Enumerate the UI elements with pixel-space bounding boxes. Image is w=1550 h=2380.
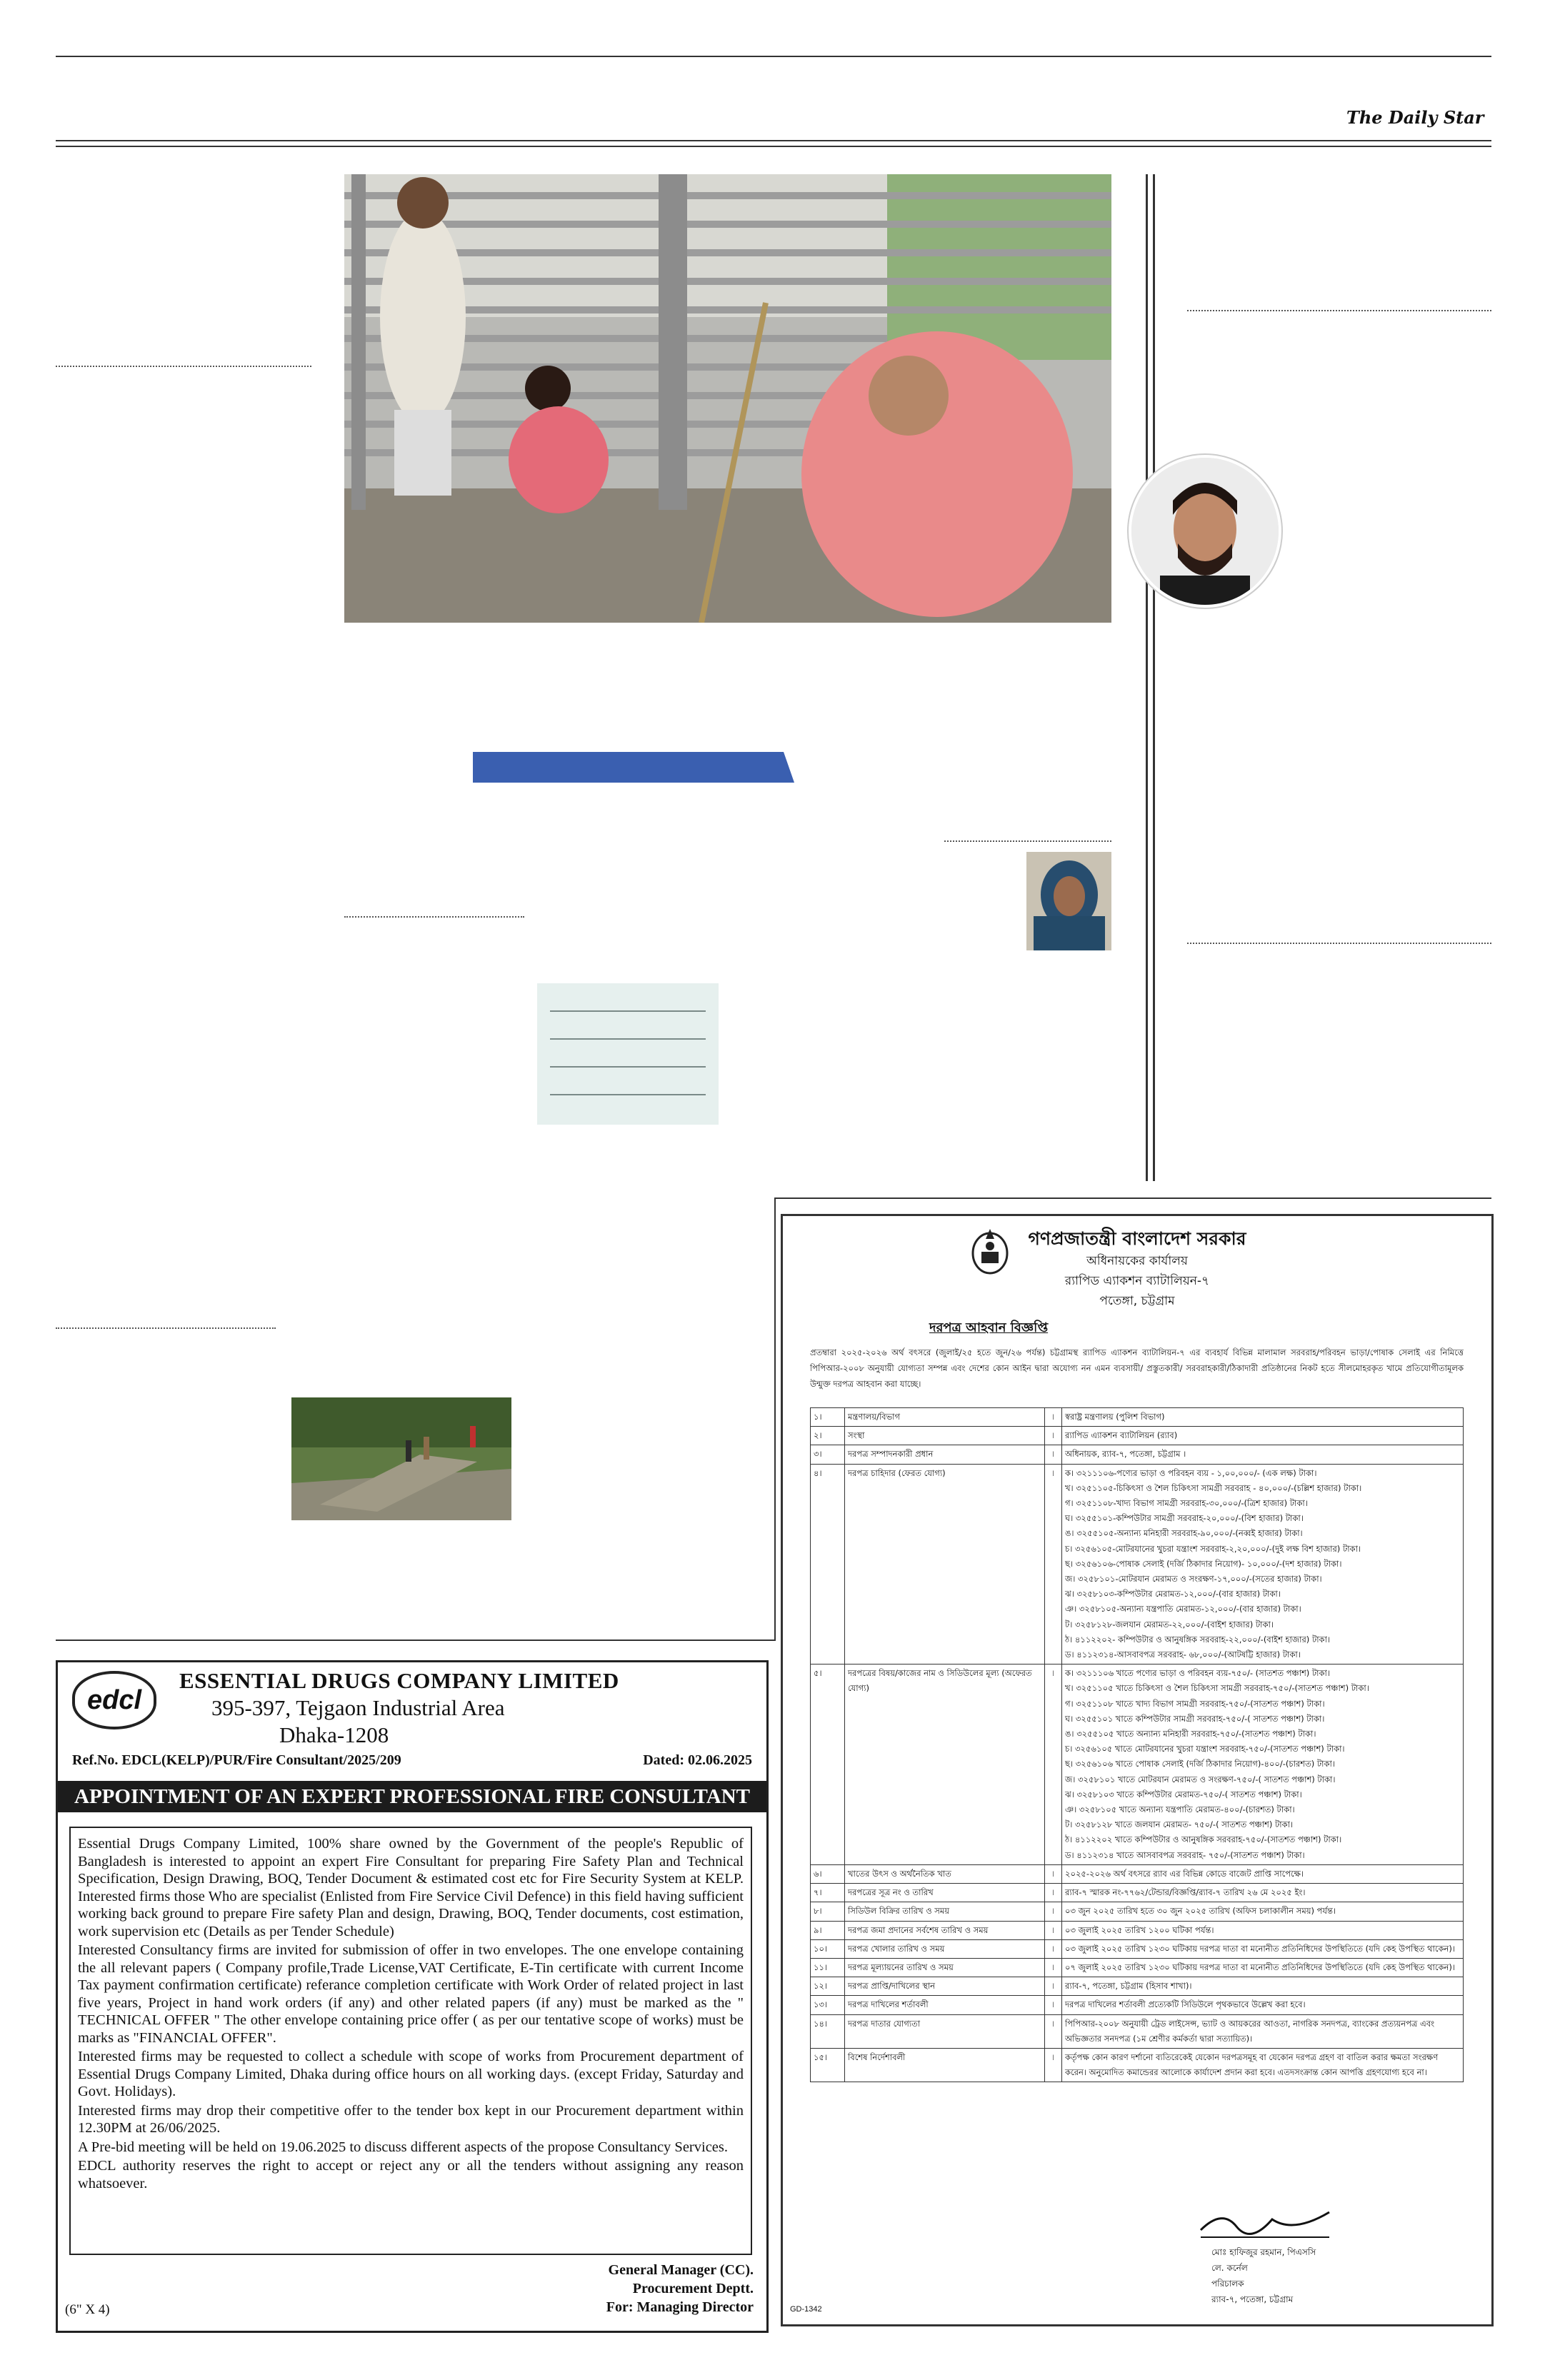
gov-row-label: মন্ত্রণালয়/বিভাগ xyxy=(845,1408,1045,1427)
gov-row-value: ০৩ জুন ২০২৫ তারিখ হতে ৩০ জুন ২০২৫ তারিখ (অফিস চলাকালীন সময়) পর্যন্ত। xyxy=(1062,1902,1464,1921)
gov-row-colon: ৷ xyxy=(1045,1665,1062,1865)
info-box-line xyxy=(550,1066,706,1068)
edcl-paragraph: Interested Consultancy firms are invited for submission of offer in two envelopes. The one envelope containing the all relevant papers ( Company profile,Trade License,VAT Certificate, E-Tin certificate with current Income Tax payment confirmation certificate) referance completion certificate with Work Order of related project in last five years, Project in hand work orders (if any) and other related papers (if any) must be marked as the " TECHNICAL OFFER " The other envelope containing price offer ( as per our tentative scope of works) must be marks as "FINANCIAL OFFER". xyxy=(78,1942,744,2046)
gov-row-number: ৫। xyxy=(811,1665,845,1865)
gov-row-colon: ৷ xyxy=(1045,1921,1062,1939)
edcl-company-name: ESSENTIAL DRUGS COMPANY LIMITED xyxy=(179,1668,619,1693)
edcl-headline: APPOINTMENT OF AN EXPERT PROFESSIONAL FIRE CONSULTANT xyxy=(58,1781,766,1812)
gov-row-colon: ৷ xyxy=(1045,1977,1062,1996)
gov-row-value: কর্তৃপক্ষ কোন কারণ দর্শানো ব্যতিরেকেই যেকোন দরপত্রসমূহ বা যেকোন দরপত্র গ্রহণ বা বাতিল করার ক্ষমতা সংরক্ষণ করেন। অনুমোদিত কমান্ডেরর আলোকে কার্যাদেশ প্রদান করা হবে। এতদসংক্রান্ত কোন আপত্তি গ্রহণযোগ্য হবে না। xyxy=(1062,2048,1464,2082)
gov-table-row xyxy=(811,1408,1464,1427)
gov-row-value: ২০২৫-২০২৬ অর্থ বৎসরে র‍্যাব এর বিভিন্ন কোডে বাজেট প্রাপ্তি সাপেক্ষে। xyxy=(1062,1864,1464,1883)
column-rule xyxy=(1146,174,1148,1181)
ad-frame-rule xyxy=(774,1197,1491,1199)
gov-row-value: স্বরাষ্ট্র মন্ত্রণালয় (পুলিশ বিভাগ) xyxy=(1062,1408,1464,1427)
gov-row-value: পিপিআর-২০০৮ অনুযায়ী ট্রেড লাইসেন্স, ভ্যাট ও আয়করের আওতা, নাগরিক সনদপত্র, ব্যাংকের প্রত্যয়নপত্র এবং অভিজ্ঞতার সনদপত্র (১ম শ্রেণীর কর্মকর্তা দ্বারা সত্যায়িত)। xyxy=(1062,2014,1464,2048)
gov-row-number: ১৪। xyxy=(811,2014,845,2048)
gov-signature-name: মোঃ হাফিজুর রহমান, পিএসসি xyxy=(1211,2247,1316,2257)
edcl-tender-ad xyxy=(56,1660,769,2333)
gov-table-row xyxy=(811,1445,1464,1464)
gov-table-row xyxy=(811,1665,1464,1865)
gov-row-number: ১২। xyxy=(811,1977,845,1996)
gov-row-value: র‍্যাব-৭ স্মারক নং-৭৭৬২/টেন্ডার/বিজ্ঞপ্তি/র‍্যাব-৭ তারিখ ২৬ মে ২০২৫ ইং। xyxy=(1062,1884,1464,1902)
gov-row-colon: ৷ xyxy=(1045,2014,1062,2048)
gov-tender-table xyxy=(810,1407,1464,2082)
edcl-paragraph: Interested firms may be requested to collect a schedule with scope of works from Procurement department of Essential Drugs Company Limited, Dhaka during office hours on all working days. (except Friday, Saturday and Govt. Holidays). xyxy=(78,2049,744,2099)
masthead-rule-2 xyxy=(56,146,1491,147)
gov-row-colon: ৷ xyxy=(1045,1464,1062,1665)
gov-row-label: দরপত্রের সূত্র নং ও তারিখ xyxy=(845,1884,1045,1902)
gov-row-value: র‍্যাপিড এ্যাকশন ব্যাটালিয়ন (র‍্যাব) xyxy=(1062,1427,1464,1445)
gov-row-label: খাতের উৎস ও অর্থনৈতিক খাত xyxy=(845,1864,1045,1883)
edcl-body xyxy=(69,1827,752,2255)
columnist-portrait xyxy=(1129,455,1281,608)
gov-row-number: ১৩। xyxy=(811,1996,845,2014)
gov-row-value: র‍্যাব-৭, পতেঙ্গা, চট্টগ্রাম (হিসাব শাখা)। xyxy=(1062,1977,1464,1996)
center-divider xyxy=(944,840,1111,842)
gov-table-row xyxy=(811,1977,1464,1996)
gov-row-label: দরপত্র জমা প্রদানের সর্বশেষ তারিখ ও সময় xyxy=(845,1921,1045,1939)
edcl-signature-line3: For: Managing Director xyxy=(606,2299,754,2315)
gov-row-label: দরপত্র দাখিলের শর্তাবলী xyxy=(845,1996,1045,2014)
gov-row-value: ক। ৩২১১১০৬-পণ্যের ভাড়া ও পরিবহন ব্যয় - ১,০০,০০০/- (এক লক্ষ) টাকা। খ। ৩২৫১১০৫-চিকিৎসা ও শৈল চিকিৎসা সামগ্রী সরবরাহ - ৪০,০০০/-(চল্লিশ হাজার) টাকা। গ। ৩২৫১১০৮-খাদ্য বিভাগ সামগ্রী সরবরাহ-৩০,০০০/-(ত্রিশ হাজার) টাকা। ঘ। ৩২৫৫১০১-কম্পিউটার সামগ্রী সরবরাহ-২০,০০০/-(বিশ হাজার) টাকা। ঙ। ৩২৫৫১০৫-অন্যান্য মনিহারী সরবরাহ-৯০,০০০/-(নব্বই হাজার) টাকা। চ। ৩২৫৬১০৫-মোটরযানের খুচরা যন্ত্রাংশ সরবরাহ-২,২০,০০০/-(দুই লক্ষ বিশ হাজার) টাকা। ছ। ৩২৫৬১০৬-পোষাক সেলাই (দর্জি ঠিকাদার নিয়োগ)- ১০,০০০/-(দশ হাজার) টাকা। জ। ৩২৫৮১০১-মোটরযান মেরামত ও সংরক্ষণ-১৭,০০০/-(সতের হাজার) টাকা। ঝ। ৩২৫৮১০৩-কম্পিউটার মেরামত-১২,০০০/-(বার হাজার) টাকা। ঞ। ৩২৫৮১০৫-অন্যান্য যন্ত্রপাতি মেরামত-১২,০০০/-(বার হাজার) টাকা। ট। ৩২৫৮১২৮-জলযান মেরামত-২২,০০০/-(বাইশ হাজার) টাকা। ঠ। ৪১১২২০২- কম্পিউটার ও আনুষঙ্গিক সরবরাহ-২২,০০০/-(বাইশ হাজার) টাকা। ড। ৪১১২৩১৪-আসবাবপত্র সরবরাহ- ৬৮,০০০/-(আটষট্টি হাজার) টাকা। xyxy=(1062,1464,1464,1665)
gov-table-row xyxy=(811,1958,1464,1977)
gov-row-colon: ৷ xyxy=(1045,1902,1062,1921)
gov-table-row xyxy=(811,1884,1464,1902)
left-column-divider xyxy=(56,1327,276,1329)
gov-row-number: ৪। xyxy=(811,1464,845,1665)
gov-table-row xyxy=(811,1996,1464,2014)
center-divider xyxy=(344,916,524,918)
gov-row-label: বিশেষ নির্দেশাবলী xyxy=(845,2048,1045,2082)
edcl-address-line1: 395-397, Tejgaon Industrial Area xyxy=(211,1695,505,1720)
gov-row-number: ৩। xyxy=(811,1445,845,1464)
gov-row-colon: ৷ xyxy=(1045,1445,1062,1464)
gov-row-colon: ৷ xyxy=(1045,1996,1062,2014)
gov-row-value: ০৩ জুলাই ২০২৫ তারিখ ১২৩০ ঘটিকায় দরপত্র দাতা বা মনোনীত প্রতিনিধিদের উপস্থিতিতে (যদি কেহ উপস্থিত থাকেন)। xyxy=(1062,1939,1464,1958)
ad-frame-rule xyxy=(56,1640,776,1641)
gov-table-row xyxy=(811,1464,1464,1665)
gov-row-value: ০৭ জুলাই ২০২৫ তারিখ ১২৩০ ঘটিকায় দরপত্র দাতা বা মনোনীত প্রতিনিধিদের উপস্থিতিতে (যদি কেহ উপস্থিত থাকেন)। xyxy=(1062,1958,1464,1977)
gov-table-row xyxy=(811,1902,1464,1921)
gov-row-value: দরপত্র দাখিলের শর্তাবলী প্রত্যেকটি সিডিউলে পৃথকভাবে উল্লেখ করা হবে। xyxy=(1062,1996,1464,2014)
gov-row-value: অধিনায়ক, র‍্যাব-৭, পতেঙ্গা, চট্টগ্রাম । xyxy=(1062,1445,1464,1464)
masthead-rule-1 xyxy=(56,140,1491,141)
gov-row-colon: ৷ xyxy=(1045,2048,1062,2082)
right-column-divider xyxy=(1187,943,1491,944)
gov-row-colon: ৷ xyxy=(1045,1958,1062,1977)
gov-table-row xyxy=(811,2048,1464,2082)
ad-frame-rule xyxy=(774,1197,776,1640)
gov-row-number: ৭। xyxy=(811,1884,845,1902)
gov-signature-title: পরিচালক xyxy=(1211,2279,1244,2289)
gov-notice-title: দরপত্র আহবান বিজ্ঞপ্তি xyxy=(929,1320,1049,1335)
rab-tender-notice xyxy=(781,1214,1494,2326)
gov-office: অধিনায়কের কার্যালয় xyxy=(1086,1254,1188,1268)
gov-signature-unit: র‍্যাব-৭, পতেঙ্গা, চট্টগ্রাম xyxy=(1211,2294,1294,2304)
gov-intro: প্রতম্বারা ২০২৫-২০২৬ অর্থ বৎসরে (জুলাই/২৫ হতে জুন/২৬ পর্যন্ত) চট্টগ্রামস্থ র‍্যাপিড এ্যাকশন ব্যাটালিয়ন-৭ এর ব্যবহার্য বিভিন্ন মালামাল সরবরাহ/পরিবহন ভাড়া/পোষাক সেলাই এর নিমিত্তে পিপিআর-২০০৮ অনুযায়ী যোগ্যতা সম্পন্ন এবং দেশের কোন আইন দ্বারা অযোগ্য নন এমন ব্যবসায়ী/ প্রস্তুতকারী/ সরবরাহকারী/ঠিকাদারী প্রতিষ্ঠানের নিকট হতে সীলমোহরকৃত খামে প্রতিযোগীতামূলক উন্মুক্ত দরপত্র আহবান করা যাচ্ছে। xyxy=(810,1347,1464,1389)
right-column-divider xyxy=(1187,310,1491,311)
gov-row-colon: ৷ xyxy=(1045,1864,1062,1883)
edcl-address-line2: Dhaka-1208 xyxy=(279,1722,389,1747)
signature-mark xyxy=(1194,2205,1336,2241)
top-rule xyxy=(56,56,1491,57)
gov-table-row xyxy=(811,1921,1464,1939)
gov-title: গণপ্রজাতন্ত্রী বাংলাদেশ সরকার xyxy=(1028,1228,1246,1249)
info-box-line xyxy=(550,1010,706,1012)
gov-row-colon: ৷ xyxy=(1045,1884,1062,1902)
gov-row-colon: ৷ xyxy=(1045,1427,1062,1445)
gov-gd-number: GD-1342 xyxy=(790,2305,822,2314)
gov-location: পতেঙ্গা, চট্টগ্রাম xyxy=(1099,1294,1175,1308)
gov-signature-rank: লে. কর্নেল xyxy=(1211,2263,1248,2273)
left-column-divider xyxy=(56,366,311,367)
edcl-date: Dated: 02.06.2025 xyxy=(643,1752,752,1768)
gov-table-row xyxy=(811,1939,1464,1958)
gov-row-label: দরপত্র খোলার তারিখ ও সময় xyxy=(845,1939,1045,1958)
gov-row-label: সিডিউল বিক্রির তারিখ ও সময় xyxy=(845,1902,1045,1921)
gov-row-label: দরপত্র সম্পাদনকারী প্রধান xyxy=(845,1445,1045,1464)
edcl-logo-text: edcl xyxy=(86,1684,142,1715)
gov-row-number: ১০। xyxy=(811,1939,845,1958)
gov-row-value: ০৩ জুলাই ২০২৫ তারিখ ১২০০ ঘটিকা পর্যন্ত। xyxy=(1062,1921,1464,1939)
gov-row-colon: ৷ xyxy=(1045,1408,1062,1427)
edcl-paragraph: A Pre-bid meeting will be held on 19.06.2025 to discuss different aspects of the propose Consultancy Services. xyxy=(78,2139,728,2155)
woman-portrait xyxy=(1026,852,1111,950)
main-news-photo xyxy=(344,174,1111,623)
info-box-line xyxy=(550,1038,706,1040)
edcl-size-note: (6" X 4) xyxy=(65,2302,110,2317)
gov-row-label: দরপত্র দাতার যোগ্যতা xyxy=(845,2014,1045,2048)
gov-unit: র‍্যাপিড এ্যাকশন ব্যাটালিয়ন-৭ xyxy=(1064,1274,1210,1288)
gov-row-label: সংস্থা xyxy=(845,1427,1045,1445)
edcl-paragraph: Interested firms may drop their competitive offer to the tender box kept in our Procurement department within 12.30PM at 26/06/2025. xyxy=(78,2102,744,2136)
gov-row-colon: ৷ xyxy=(1045,1939,1062,1958)
edcl-signature-line1: General Manager (CC). xyxy=(608,2262,754,2278)
gov-row-label: দরপত্রের বিষয়/কাজের নাম ও সিডিউলের মূল্য (অফেরত যোগ্য) xyxy=(845,1665,1045,1865)
gov-row-number: ২। xyxy=(811,1427,845,1445)
gov-row-number: ১। xyxy=(811,1408,845,1427)
edcl-ref-number: Ref.No. EDCL(KELP)/PUR/Fire Consultant/2025/209 xyxy=(72,1752,401,1768)
column-rule xyxy=(1153,174,1155,1181)
gov-row-label: দরপত্র প্রাপ্তি/দাখিলের স্থান xyxy=(845,1977,1045,1996)
section-banner xyxy=(473,752,794,783)
gov-table-row xyxy=(811,2014,1464,2048)
gov-row-label: দরপত্র মূল্যায়নের তারিখ ও সময় xyxy=(845,1958,1045,1977)
gov-row-number: ৬। xyxy=(811,1864,845,1883)
gov-row-number: ১৫। xyxy=(811,2048,845,2082)
gov-table-row xyxy=(811,1427,1464,1445)
edcl-signature-line2: Procurement Deptt. xyxy=(632,2281,754,2296)
gov-table-row xyxy=(811,1864,1464,1883)
gov-row-number: ৮। xyxy=(811,1902,845,1921)
gov-row-label: দরপত্র চাহিদার (ফেরত যোগ্য) xyxy=(845,1464,1045,1665)
village-photo xyxy=(291,1397,511,1520)
gov-row-number: ১১। xyxy=(811,1958,845,1977)
info-box-line xyxy=(550,1094,706,1095)
edcl-paragraph: Essential Drugs Company Limited, 100% share owned by the Government of the people's Republic of Bangladesh is interested to appoint an expert Fire Consultant for preparing Fire Safety Plan and Technical Specification, Design Drawing, BOQ, Tender Document & estimated cost etc for Fire Security System at KELP. Interested firms those Who are specialist (Enlisted from Fire Service Civil Defence) in this field having sufficient working back ground to prepare Fire safety Plan and design, Drawing, BOQ, Tender documents, cost estimation, work supervision etc (Details as per Tender Schedule) xyxy=(78,1836,744,1939)
gov-row-value: ক। ৩২১১১০৬ খাতে পণ্যের ভাড়া ও পরিবহন ব্যয়-৭৫০/- (সাতশত পঞ্চাশ) টাকা। খ। ৩২৫১১০৫ খাতে চিকিৎসা ও শৈল চিকিৎসা সামগ্রী সরবরাহ-৭৫০/-(সাতশত পঞ্চাশ) টাকা। গ। ৩২৫১১০৮ খাতে খাদ্য বিভাগ সামগ্রী সরবরাহ-৭৫০/-(সাতশত পঞ্চাশ) টাকা। ঘ। ৩২৫৫১০১ খাতে কম্পিউটার সামগ্রী সরবরাহ-৭৫০/-( সাতশত পঞ্চাশ) টাকা। ঙ। ৩২৫৫১০৫ খাতে অন্যান্য মনিহারী সরবরাহ-৭৫০/-(সাতশত পঞ্চাশ) টাকা। চ। ৩২৫৬১০৫ খাতে মোটরযানের খুচরা যন্ত্রাংশ সরবরাহ-৭৫০/-(সাতশত পঞ্চাশ) টাকা। ছ। ৩২৫৬১০৬ খাতে পোষাক সেলাই (দর্জি ঠিকাদার নিয়োগ)-৪০০/-(চারশত) টাকা। জ। ৩২৫৮১০১ খাতে মোটরযান মেরামত ও সংরক্ষণ-৭৫০/-( সাতশত পঞ্চাশ) টাকা। ঝ। ৩২৫৮১০৩ খাতে কম্পিউটার মেরামত-৭৫০/-( সাতশত পঞ্চাশ) টাকা। ঞ। ৩২৫৮১০৫ খাতে অন্যান্য যন্ত্রপাতি মেরামত-৪০০/-(চারশত) টাকা। ট। ৩২৫৮১২৮ খাতে জলযান মেরামত- ৭৫০/-( সাতশত পঞ্চাশ) টাকা। ঠ। ৪১১২২০২ খাতে কম্পিউটার ও আনুষঙ্গিক সরবরাহ-৭৫০/-(সাতশত পঞ্চাশ) টাকা। ড। ৪১১২৩১৪ খাতে আসবাবপত্র সরবরাহ- ৭৫০/-(সাতশত পঞ্চাশ) টাকা। xyxy=(1062,1665,1464,1865)
edcl-paragraph: EDCL authority reserves the right to accept or reject any or all the tenders without assigning any reason whatsoever. xyxy=(78,2158,744,2191)
masthead-logo: The Daily Star xyxy=(1346,107,1484,128)
gov-row-number: ৯। xyxy=(811,1921,845,1939)
edcl-logo xyxy=(72,1671,156,1729)
info-box xyxy=(537,983,719,1125)
